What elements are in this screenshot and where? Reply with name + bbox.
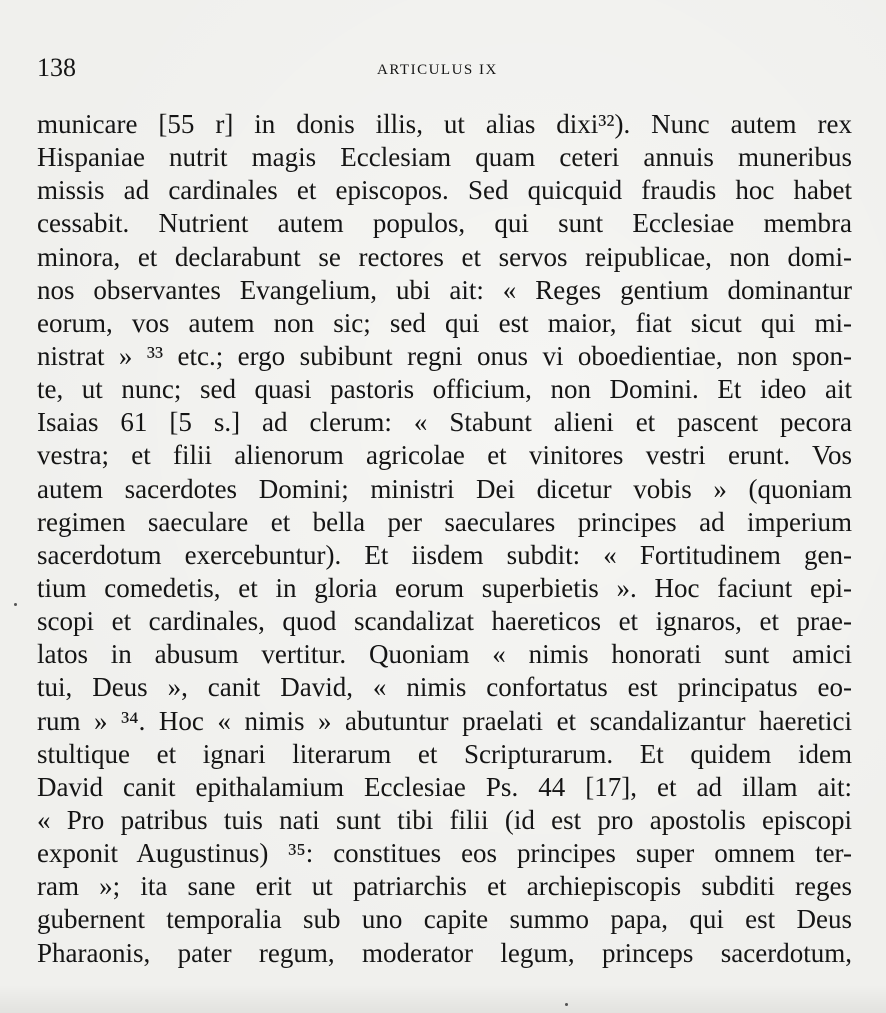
text-line: scopi et cardinales, quod scandalizat haereticos et ignaros, et prae- bbox=[37, 606, 852, 637]
text-line: autem sacerdotes Domini; ministri Dei dicetur vobis » (quoniam bbox=[37, 473, 852, 504]
text-line: minora, et declarabunt se rectores et servos reipublicae, non domi- bbox=[37, 241, 852, 272]
text-line: « Pro patribus tuis nati sunt tibi filii (id est pro apostolis episcopi bbox=[37, 804, 852, 835]
text-line: eorum, vos autem non sic; sed qui est maior, fiat sicut qui mi- bbox=[37, 307, 852, 338]
text-line: tui, Deus », canit David, « nimis confortatus est principatus eo- bbox=[37, 672, 852, 703]
text-line: stultique et ignari literarum et Scripturarum. Et quidem idem bbox=[37, 738, 852, 769]
text-line: gubernent temporalia sub uno capite summo papa, qui est Deus bbox=[37, 904, 852, 935]
text-line: David canit epithalamium Ecclesiae Ps. 44 [17], et ad illam ait: bbox=[37, 771, 852, 802]
running-head bbox=[37, 48, 857, 88]
body-text bbox=[37, 108, 852, 970]
text-line: vestra; et filii alienorum agricolae et vinitores vestri erunt. Vos bbox=[37, 440, 852, 471]
text-line: Hispaniae nutrit magis Ecclesiam quam ceteri annuis muneribus bbox=[37, 142, 852, 173]
scan-speck bbox=[14, 603, 17, 606]
running-title: ARTICULUS IX bbox=[377, 62, 498, 78]
text-line: Isaias 61 [5 s.] ad clerum: « Stabunt alieni et pascent pecora bbox=[37, 407, 852, 438]
text-line: latos in abusum vertitur. Quoniam « nimis honorati sunt amici bbox=[37, 639, 852, 670]
text-line: missis ad cardinales et episcopos. Sed quicquid fraudis hoc habet bbox=[37, 175, 852, 206]
text-line: regimen saeculare et bella per saeculares principes ad imperium bbox=[37, 506, 852, 537]
text-line: rum » ³⁴. Hoc « nimis » abutuntur praelati et scandalizantur haeretici bbox=[37, 705, 852, 736]
page-bottom-shadow bbox=[0, 985, 886, 1013]
text-line: nistrat » ³³ etc.; ergo subibunt regni onus vi oboedientiae, non spon- bbox=[37, 340, 852, 371]
text-line: municare [55 r] in donis illis, ut alias dixi³²). Nunc autem rex bbox=[37, 109, 852, 139]
page-number: 138 bbox=[37, 53, 76, 82]
text-line: ram »; ita sane erit ut patriarchis et archiepiscopis subditi reges bbox=[37, 871, 852, 902]
text-line: sacerdotum exercebuntur). Et iisdem subdit: « Fortitudinem gen- bbox=[37, 539, 852, 570]
text-line: exponit Augustinus) ³⁵: constitues eos principes super omnem ter- bbox=[37, 838, 852, 869]
text-line: nos observantes Evangelium, ubi ait: « Reges gentium dominantur bbox=[37, 274, 852, 305]
text-line: te, ut nunc; sed quasi pastoris officium, non Domini. Et ideo ait bbox=[37, 374, 852, 405]
text-line: tium comedetis, et in gloria eorum superbietis ». Hoc faciunt epi- bbox=[37, 572, 852, 603]
text-line: Pharaonis, pater regum, moderator legum, princeps sacerdotum, bbox=[37, 937, 852, 968]
text-line: cessabit. Nutrient autem populos, qui sunt Ecclesiae membra bbox=[37, 208, 852, 239]
